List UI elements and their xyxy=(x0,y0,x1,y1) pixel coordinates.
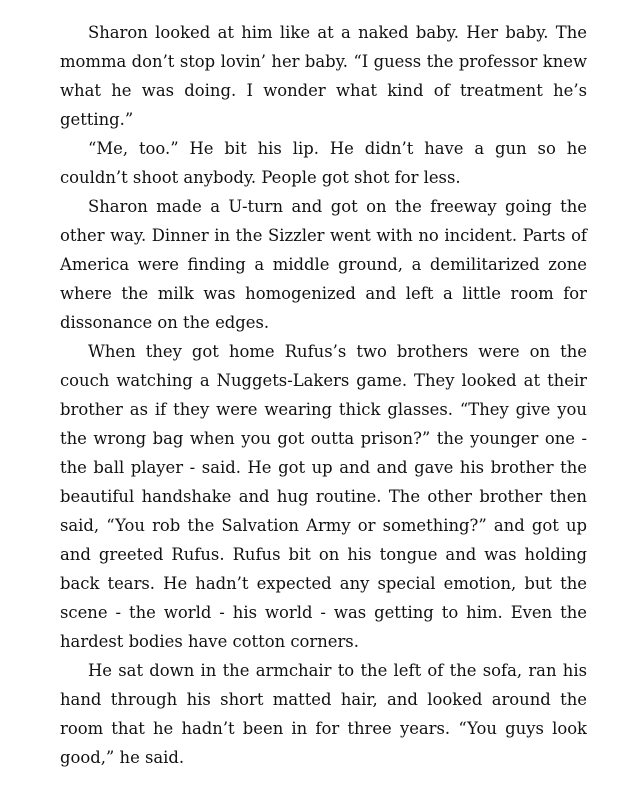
paragraph-4: When they got home Rufus’s two brothers were on the couch watching a Nuggets-Lakers game. They looked at their brother as if they were wearing thick glasses. “They give you the wrong bag when you got outta prison?” the younger one - the ball player - said. He got up and and gave his brother the beautiful handshake and hug routine. The other brother then said, “You rob the Salvation Army or something?” and got up and greeted Rufus. Rufus bit on his tongue and was holding back tears. He hadn’t expected any special emotion, but the scene - the world - his world - was getting to him. Even the hardest bodies have cotton corners. xyxy=(60,342,587,651)
paragraph-3: Sharon made a U-turn and got on the freeway going the other way. Dinner in the Sizzler went with no incident. Parts of America were finding a middle ground, a demilitarized zone where the milk was homogenized and left a little room for dissonance on the edges. xyxy=(60,197,587,332)
paragraph-1: Sharon looked at him like at a naked baby. Her baby. The momma don’t stop lovin’ her baby. “I guess the professor knew what he was doing. I wonder what kind of treatment he’s getting.” xyxy=(60,23,587,129)
paragraph-5: He sat down in the armchair to the left of the sofa, ran his hand through his short matted hair, and looked around the room that he hadn’t been in for three years. “You guys look good,” he said. xyxy=(60,661,587,767)
document-page xyxy=(60,18,587,772)
paragraph-2: “Me, too.” He bit his lip. He didn’t have a gun so he couldn’t shoot anybody. People got shot for less. xyxy=(60,139,587,187)
